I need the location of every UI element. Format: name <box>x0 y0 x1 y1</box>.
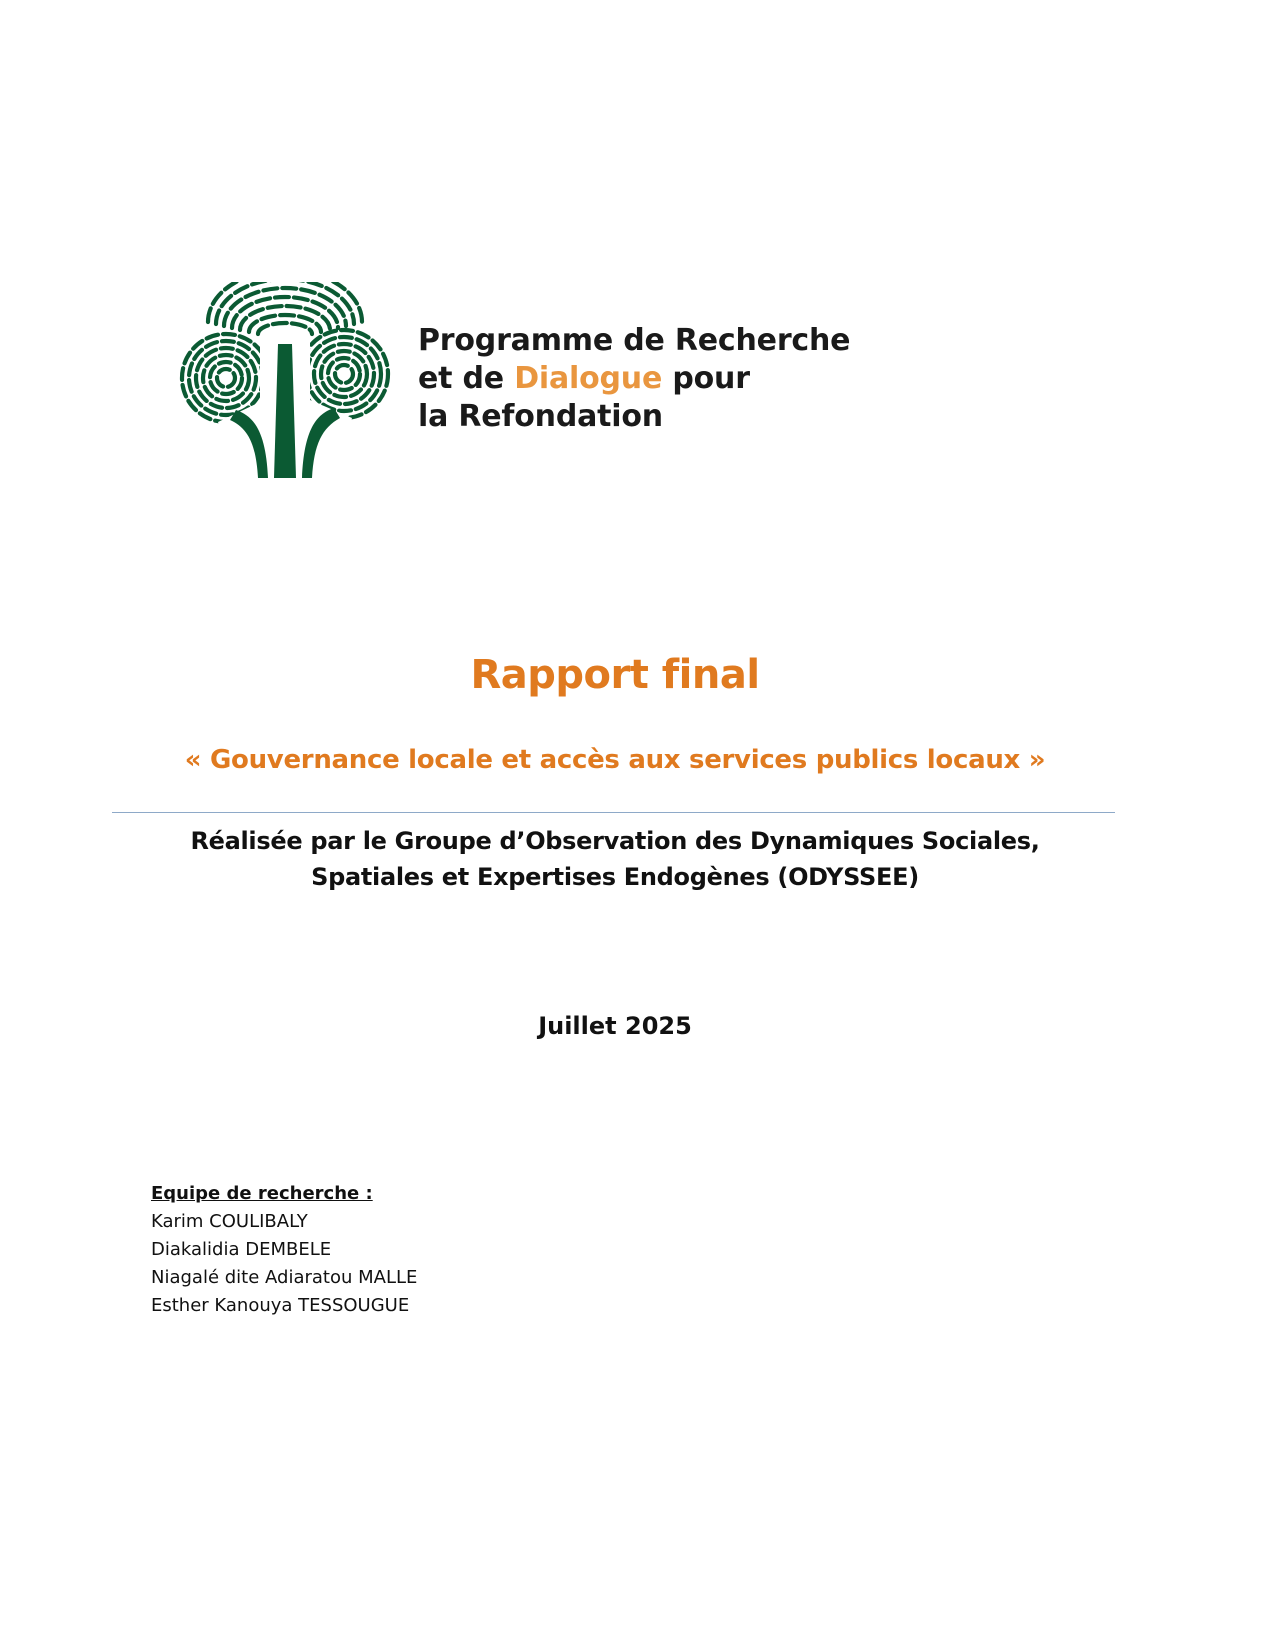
program-name-line-2-start: et de <box>418 361 515 396</box>
realised-by-line-2: Spatiales et Expertises Endogènes (ODYSSEE) <box>311 863 919 891</box>
tree-fingerprint-logo-icon <box>178 282 392 478</box>
program-name-line-2-end: pour <box>662 361 750 396</box>
team-member: Esther Kanouya TESSOUGUE <box>151 1295 410 1316</box>
program-name-accent-word: Dialogue <box>514 361 663 396</box>
team-member: Karim COULIBALY <box>151 1211 308 1232</box>
program-name-line-3: la Refondation <box>418 399 663 434</box>
program-name <box>418 322 850 436</box>
report-subtitle: « Gouvernance locale et accès aux services publics locaux » <box>184 745 1046 775</box>
program-name-line-1: Programme de Recherche <box>418 323 851 358</box>
team-member: Diakalidia DEMBELE <box>151 1239 332 1260</box>
research-team-heading: Equipe de recherche : <box>151 1183 373 1204</box>
program-logo <box>178 282 898 482</box>
program-name-line-2 <box>418 360 850 398</box>
title-divider <box>112 812 1115 813</box>
report-date: Juillet 2025 <box>538 1012 692 1040</box>
realised-by <box>0 823 1230 895</box>
research-team <box>151 1180 417 1320</box>
report-title: Rapport final <box>470 652 760 698</box>
team-member: Niagalé dite Adiaratou MALLE <box>151 1267 418 1288</box>
realised-by-line-1: Réalisée par le Groupe d’Observation des Dynamiques Sociales, <box>190 827 1040 855</box>
